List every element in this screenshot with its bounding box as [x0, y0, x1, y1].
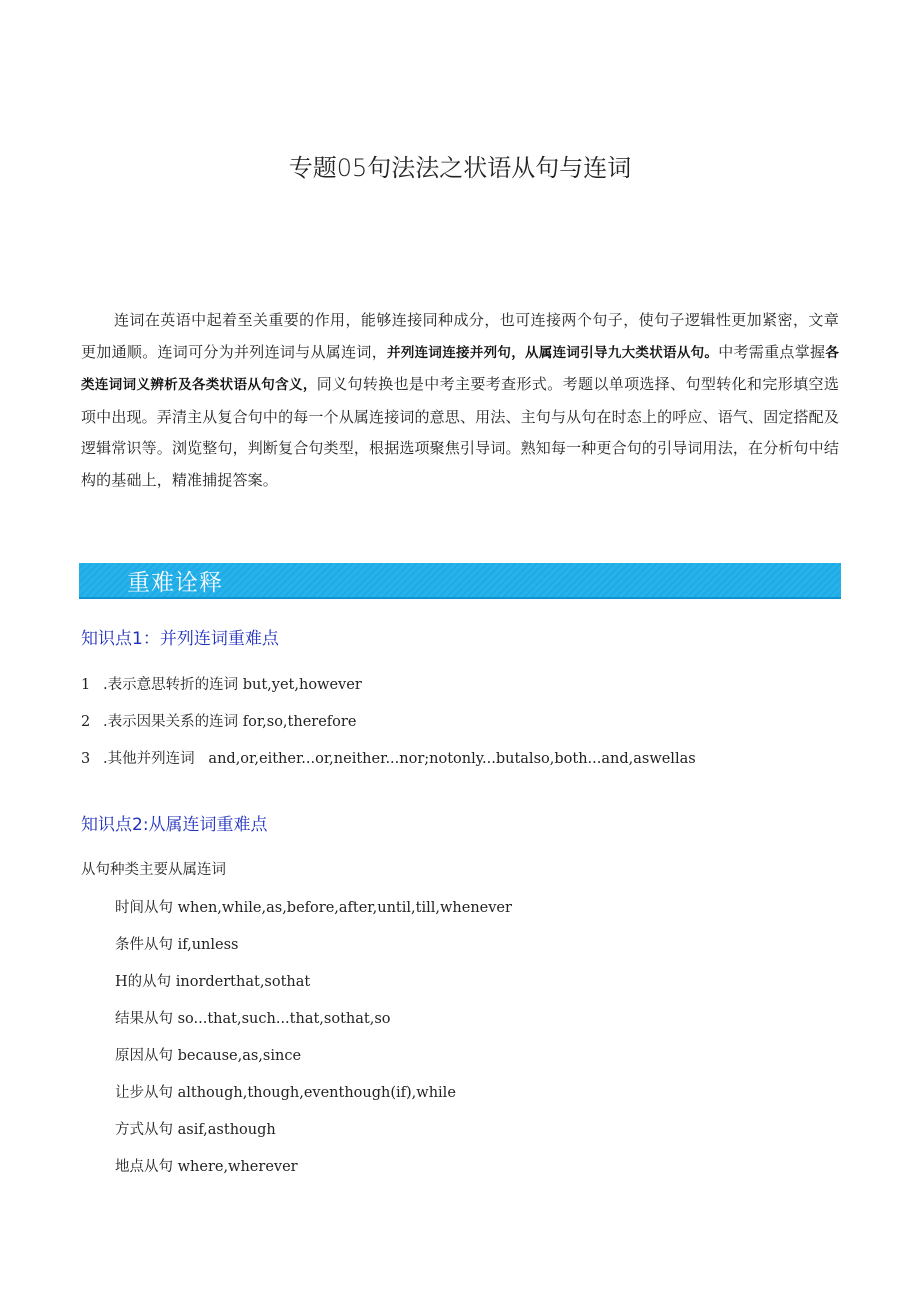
list-item: 时间从句 when,while,as,before,after,until,till,whenever — [115, 900, 512, 916]
list-item: 条件从句 if,unless — [115, 937, 239, 953]
list-item-number: 1 — [81, 677, 91, 693]
list-item: 让步从句 although,though,eventhough(if),while — [115, 1085, 456, 1101]
list-item: H的从句 inorderthat,sothat — [115, 974, 311, 990]
list-item-text: .表示因果关系的连词 for,so,therefore — [103, 714, 357, 730]
list-item — [81, 673, 362, 694]
list-item-text: .其他并列连词 and,or,either...or,neither...nor;notonly...butalso,both...and,aswellas — [103, 751, 696, 767]
list-item-text: .表示意思转折的连词 but,yet,however — [103, 677, 362, 693]
list-item: 地点从句 where,wherever — [115, 1159, 298, 1175]
list-item-number: 3 — [81, 751, 91, 767]
section-banner-title: 重难诠释 — [127, 570, 223, 596]
section-banner — [79, 563, 841, 599]
knowledge-point-2-heading: 知识点2:从属连词重难点 — [81, 815, 268, 835]
intro-text-3: 同义句转换也是中考主要考查形式。考题以单项选择、句型转化和完形填空选项中出现。弄清主从复合句中的每一个从属连接词的意思、用法、主句与从句在时态上的呼应、语气、固定搭配及逻辑常识等。浏览整句，判断复合句类型，根据选项聚焦引导词。熟知每一种更合句的引导词用法，在分析句中结构的基础上，精准捕捉答案。 — [81, 375, 839, 489]
intro-emphasis-2: 各类连词词义辨析及各类状语从句含义， — [81, 344, 839, 393]
intro-text-2: 中考需重点掌握 — [718, 342, 826, 361]
list-item — [81, 710, 356, 731]
list-item: 原因从句 because,as,since — [115, 1048, 302, 1064]
list-item-number: 2 — [81, 714, 91, 730]
list-item: 方式从句 asif,asthough — [115, 1122, 276, 1138]
list-item: 结果从句 so...that,such...that,sothat,so — [115, 1011, 391, 1027]
intro-emphasis-1: 并列连词连接并列句，从属连词引导九大类状语从句。 — [387, 344, 719, 361]
document-title: 专题05句法法之状语从句与连词 — [288, 154, 632, 182]
intro-text-1: 连词在英语中起着至关重要的作用，能够连接同种成分，也可连接两个句子，使句子逻辑性更加紧密，文章更加通顺。连词可分为并列连词与从属连词， — [81, 311, 839, 361]
clause-types-intro: 从句种类主要从属连词 — [81, 862, 226, 878]
list-item — [81, 747, 696, 768]
intro-paragraph — [81, 305, 839, 496]
knowledge-point-1-heading: 知识点1：并列连词重难点 — [81, 629, 279, 649]
